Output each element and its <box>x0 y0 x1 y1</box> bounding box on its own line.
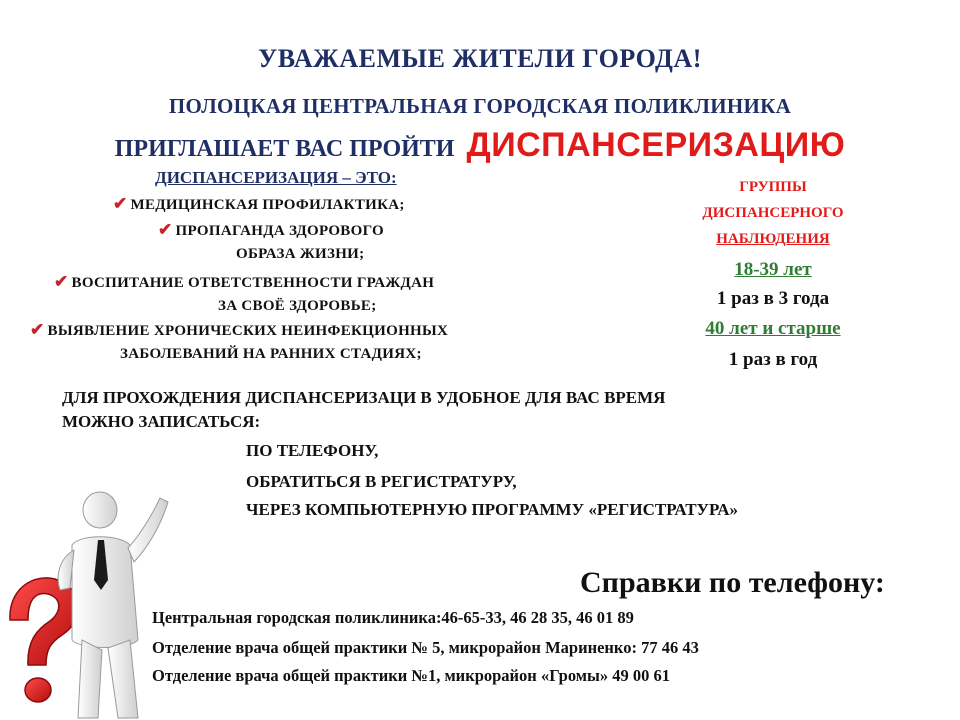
definition-item-2 <box>158 220 384 240</box>
signup-line: МОЖНО ЗАПИСАТЬСЯ: <box>62 412 261 431</box>
question-mark-icon <box>10 578 79 702</box>
groups-title-line: НАБЛЮДЕНИЯ <box>716 231 830 247</box>
definition-item-4-cont: ЗАБОЛЕВАНИЙ НА РАННИХ СТАДИЯХ; <box>120 346 422 362</box>
check-icon: ✔ <box>158 220 173 239</box>
dispensary-groups <box>662 174 884 376</box>
check-icon: ✔ <box>54 272 69 291</box>
definition-item-text: МЕДИЦИНСКАЯ ПРОФИЛАКТИКА; <box>130 197 405 213</box>
greeting-heading: УВАЖАЕМЫЕ ЖИТЕЛИ ГОРОДА! <box>258 44 702 73</box>
contact-line-office-1: Отделение врача общей практики №1, микрорайон «Громы» 49 00 61 <box>152 666 671 685</box>
invite-text: ПРИГЛАШАЕТ ВАС ПРОЙТИ <box>114 136 455 162</box>
person-figure-icon <box>58 492 168 718</box>
definition-item-3-cont: ЗА СВОЁ ЗДОРОВЬЕ; <box>218 298 377 314</box>
group-age-40-plus: 40 лет и старше <box>705 318 841 339</box>
signup-line: ДЛЯ ПРОХОЖДЕНИЯ ДИСПАНСЕРИЗАЦИ В УДОБНОЕ ДЛЯ ВАС ВРЕМЯ <box>62 388 666 407</box>
contact-line-central: Центральная городская поликлиника:46-65-33, 46 28 35, 46 01 89 <box>152 608 634 627</box>
group-frequency-2: 1 раз в год <box>728 349 818 370</box>
groups-title-line: ДИСПАНСЕРНОГО <box>702 205 844 221</box>
groups-title-line: ГРУППЫ <box>739 179 807 195</box>
definition-item-3 <box>54 272 434 292</box>
group-age-18-39: 18-39 лет <box>734 259 812 280</box>
contact-line-office-5: Отделение врача общей практики № 5, микрорайон Мариненко: 77 46 43 <box>152 638 699 657</box>
signup-section <box>62 386 665 434</box>
definition-item-text: ВОСПИТАНИЕ ОТВЕТСТВЕННОСТИ ГРАЖДАН <box>71 275 435 291</box>
invite-highlight: ДИСПАНСЕРИЗАЦИЮ <box>466 126 846 164</box>
definition-title: ДИСПАНСЕРИЗАЦИЯ – ЭТО: <box>155 168 397 187</box>
question-mark-person-figure <box>0 490 175 720</box>
clinic-name-heading: ПОЛОЦКАЯ ЦЕНТРАЛЬНАЯ ГОРОДСКАЯ ПОЛИКЛИНИКА <box>168 94 792 118</box>
signup-way-program: ЧЕРЕЗ КОМПЬЮТЕРНУЮ ПРОГРАММУ «РЕГИСТРАТУРА» <box>246 500 738 519</box>
definition-item-text: ВЫЯВЛЕНИЕ ХРОНИЧЕСКИХ НЕИНФЕКЦИОННЫХ <box>47 323 449 339</box>
definition-item-4 <box>30 320 448 340</box>
signup-way-phone: ПО ТЕЛЕФОНУ, <box>246 441 379 460</box>
definition-item-2-cont: ОБРАЗА ЖИЗНИ; <box>236 246 365 262</box>
signup-way-registry: ОБРАТИТЬСЯ В РЕГИСТРАТУРУ, <box>246 472 517 491</box>
check-icon: ✔ <box>113 194 128 213</box>
check-icon: ✔ <box>30 320 45 339</box>
definition-item-text: ПРОПАГАНДА ЗДОРОВОГО <box>175 223 385 239</box>
definition-item-1 <box>113 194 405 214</box>
contacts-title: Справки по телефону: <box>580 566 885 599</box>
invite-heading <box>0 126 960 165</box>
group-frequency-1: 1 раз в 3 года <box>716 288 830 309</box>
